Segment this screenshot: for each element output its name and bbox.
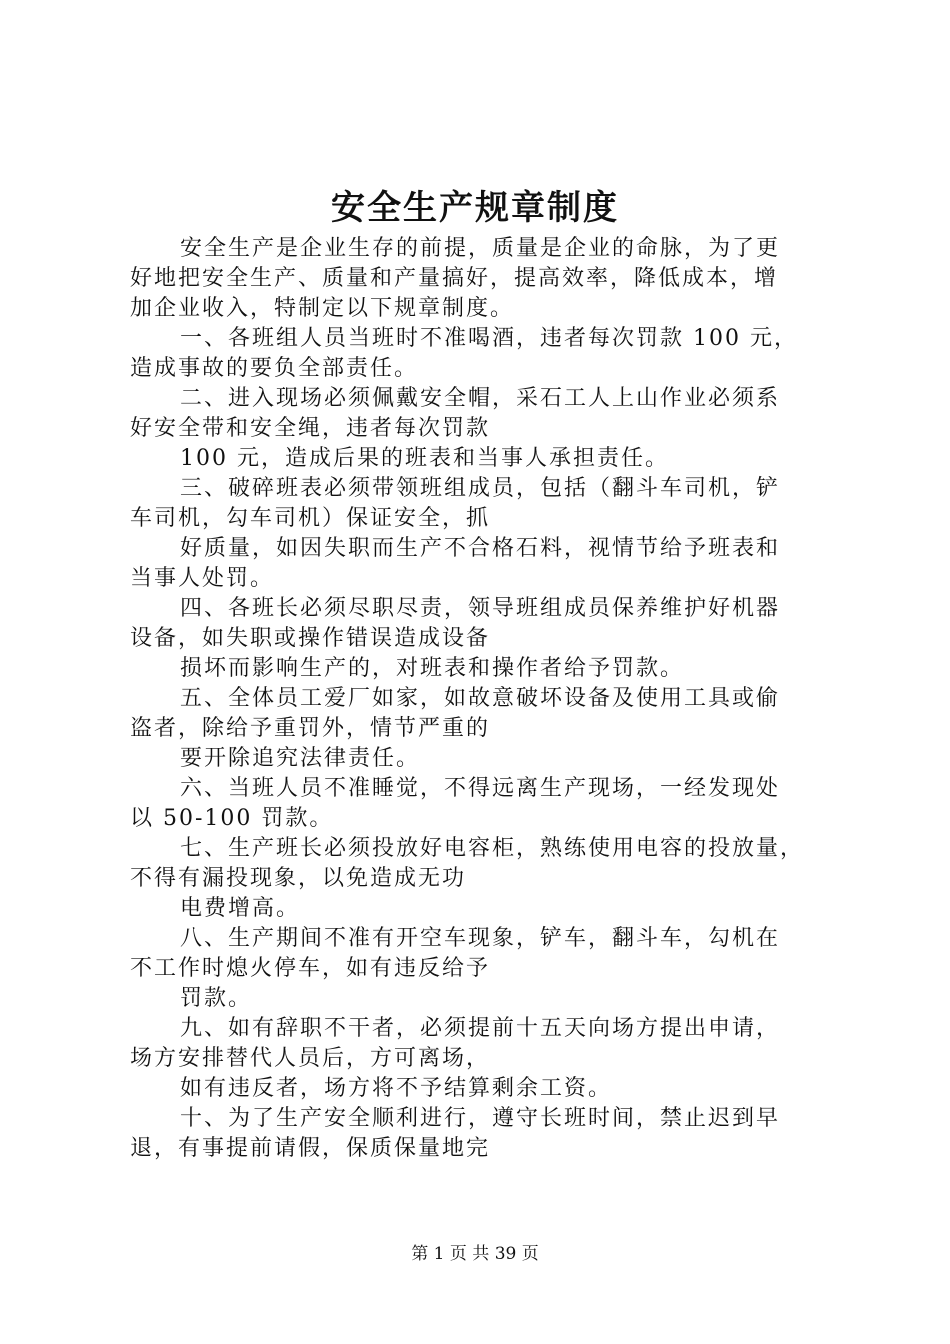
document-body [130,234,840,1164]
body-line: 以 50-100 罚款。 [130,806,334,831]
body-line: 八、生产期间不准有开空车现象，铲车，翻斗车，勾机在 [180,926,781,951]
body-line: 设备，如失职或操作错误造成设备 [130,626,491,651]
body-line: 如有违反者，场方将不予结算剩余工资。 [180,1076,613,1101]
body-line: 当事人处罚。 [130,566,275,591]
body-line: 100 元，造成后果的班表和当事人承担责任。 [180,446,669,471]
body-line: 加企业收入，特制定以下规章制度。 [130,296,515,321]
body-line: 造成事故的要负全部责任。 [130,356,419,381]
body-line: 好地把安全生产、质量和产量搞好，提高效率，降低成本，增 [130,266,779,291]
body-line: 不得有漏投现象，以免造成无功 [130,866,467,891]
body-line: 罚款。 [180,986,253,1011]
body-line: 车司机，勾车司机）保证安全，抓 [130,506,491,531]
body-line: 七、生产班长必须投放好电容柜，熟练使用电容的投放量， [180,836,805,861]
body-line: 电费增高。 [180,896,301,921]
body-line: 不工作时熄火停车，如有违反给予 [130,956,491,981]
document-title: 安全生产规章制度 [331,188,619,228]
body-line: 安全生产是企业生存的前提，质量是企业的命脉，为了更 [180,236,781,261]
body-line: 五、全体员工爱厂如家，如故意破坏设备及使用工具或偷 [180,686,781,711]
body-line: 一、各班组人员当班时不准喝酒，违者每次罚款 100 元， [180,326,798,351]
body-line: 十、为了生产安全顺利进行，遵守长班时间，禁止迟到早 [180,1106,781,1131]
body-line: 二、进入现场必须佩戴安全帽，采石工人上山作业必须系 [180,386,781,411]
body-line: 退，有事提前请假，保质保量地完 [130,1136,491,1161]
body-line: 四、各班长必须尽职尽责，领导班组成员保养维护好机器 [180,596,781,621]
body-line: 盗者，除给予重罚外，情节严重的 [130,716,491,741]
body-line: 六、当班人员不准睡觉，不得远离生产现场，一经发现处 [180,776,781,801]
body-line: 要开除追究法律责任。 [180,746,421,771]
body-line: 三、破碎班表必须带领班组成员，包括（翻斗车司机，铲 [180,476,781,501]
page-footer: 第 1 页 共 39 页 [411,1244,539,1264]
body-line: 九、如有辞职不干者，必须提前十五天向场方提出申请， [180,1016,781,1041]
body-line: 场方安排替代人员后，方可离场， [130,1046,491,1071]
body-line: 好质量，如因失职而生产不合格石料，视情节给予班表和 [180,536,781,561]
body-line: 损坏而影响生产的，对班表和操作者给予罚款。 [180,656,685,681]
body-line: 好安全带和安全绳，违者每次罚款 [130,416,491,441]
